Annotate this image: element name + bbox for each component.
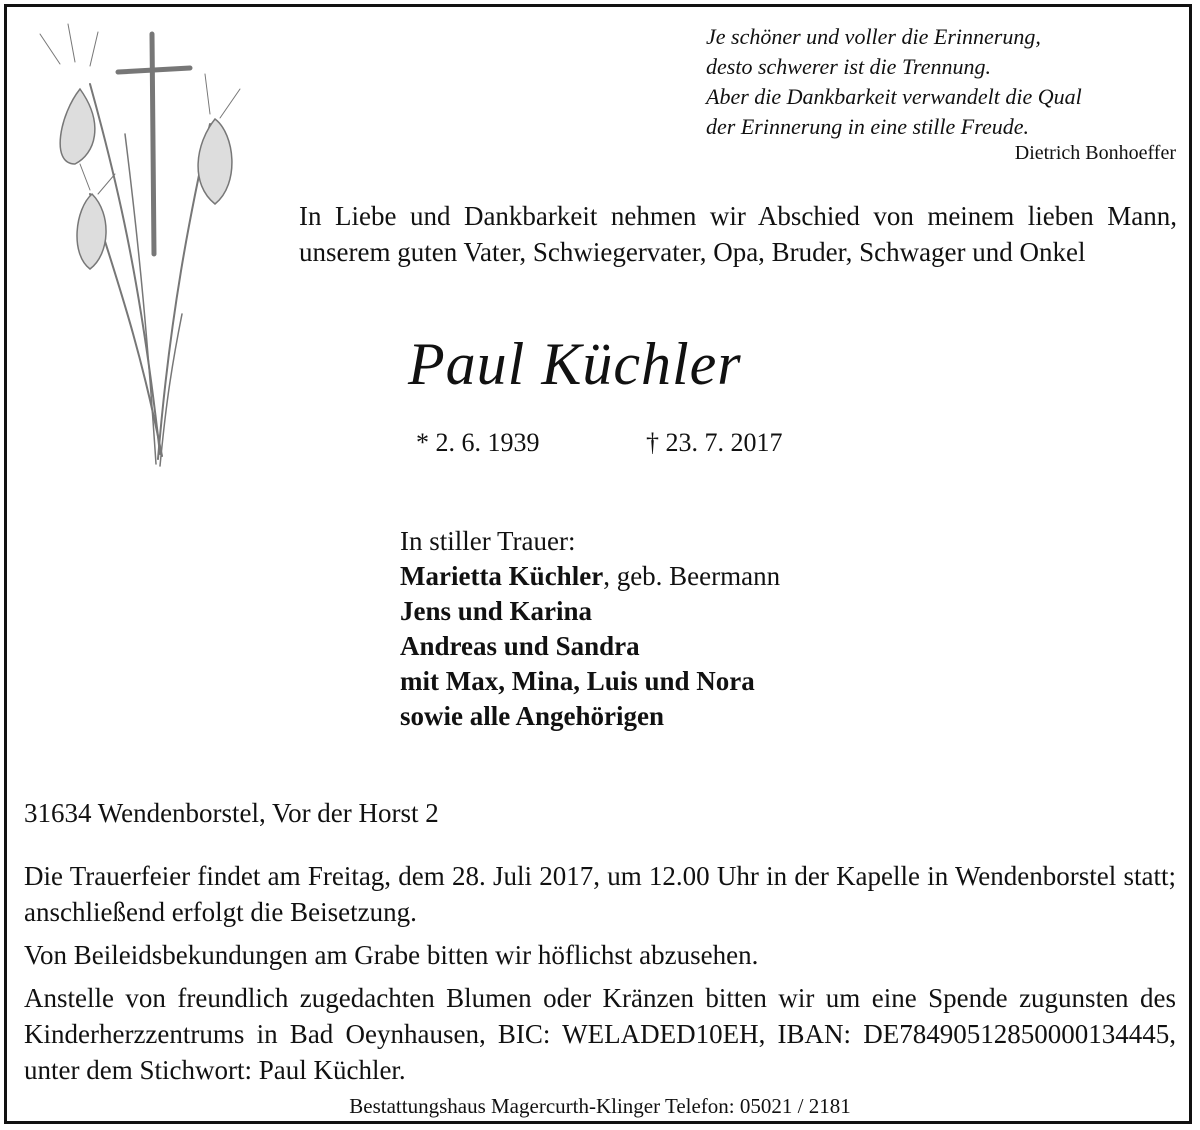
- mourner-line: Andreas und Sandra: [400, 631, 640, 661]
- mourners-heading: In stiller Trauer:: [400, 526, 576, 556]
- donation-text: Anstelle von freundlich zugedachten Blumen oder Kränzen bitten wir um eine Spende zugunsten des Kinderherzzentrums in Bad Oeynhausen, BIC: WELADED10EH, IBAN: DE78490512850000134445, unter dem Stichwort: Paul Küchler.: [24, 983, 1176, 1085]
- quote-line: der Erinnerung in eine stille Freude.: [706, 114, 1030, 139]
- ceremony-text: Die Trauerfeier findet am Freitag, dem 28. Juli 2017, um 12.00 Uhr in der Kapelle in Wendenborstel statt; anschließend erfolgt die Beisetzung.: [24, 861, 1176, 927]
- quote-line: desto schwerer ist die Trennung.: [706, 54, 991, 79]
- service-info: [24, 858, 1176, 1095]
- mourner-line: sowie alle Angehörigen: [400, 701, 664, 731]
- widow-maiden-name: , geb. Beermann: [603, 561, 781, 591]
- birth-date: * 2. 6. 1939: [416, 428, 540, 457]
- death-date: † 23. 7. 2017: [646, 428, 783, 457]
- farewell-intro: In Liebe und Dankbarkeit nehmen wir Abschied von meinem lieben Mann, unserem guten Vater, Schwiegervater, Opa, Bruder, Schwager und Onkel: [299, 201, 1177, 267]
- condolence-text: Von Beileidsbekundungen am Grabe bitten wir höflichst abzusehen.: [24, 940, 759, 970]
- bonhoeffer-quote: [706, 22, 1176, 142]
- mourner-line: mit Max, Mina, Luis und Nora: [400, 666, 755, 696]
- funeral-home-footer: Bestattungshaus Magercurth-Klinger Telefon: 05021 / 2181: [349, 1094, 851, 1118]
- mourner-widow: [400, 559, 780, 594]
- widow-name: Marietta Küchler: [400, 561, 604, 591]
- family-address: 31634 Wendenborstel, Vor der Horst 2: [24, 798, 439, 828]
- deceased-name: Paul Küchler: [408, 331, 742, 397]
- mourners-list: [400, 524, 780, 734]
- cross-wheat-icon: [20, 14, 260, 474]
- quote-author: Dietrich Bonhoeffer: [1014, 142, 1176, 164]
- quote-line: Aber die Dankbarkeit verwandelt die Qual: [706, 84, 1082, 109]
- quote-line: Je schöner und voller die Erinnerung,: [706, 24, 1041, 49]
- mourner-line: Jens und Karina: [400, 596, 593, 626]
